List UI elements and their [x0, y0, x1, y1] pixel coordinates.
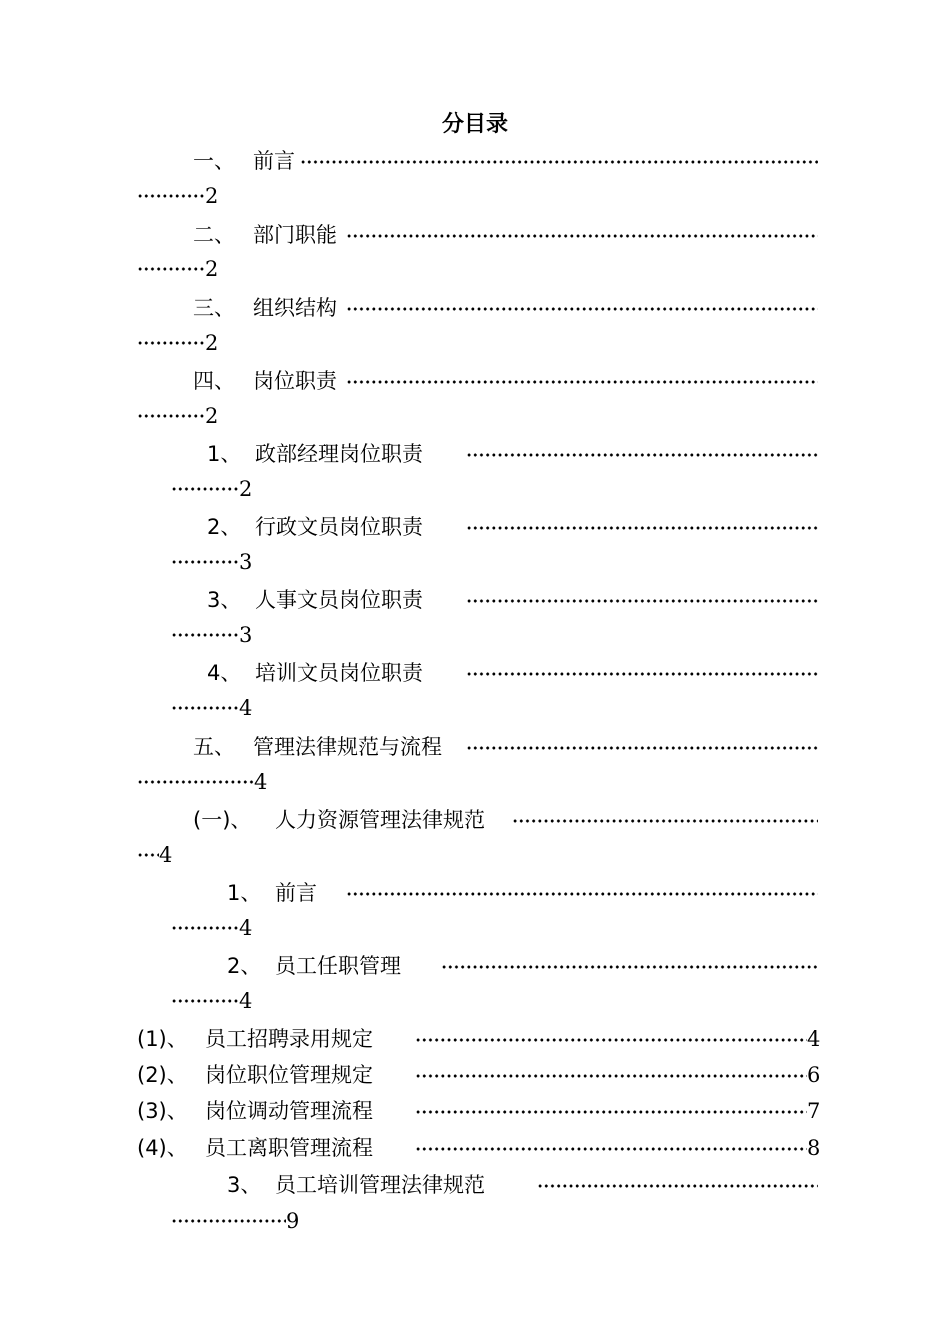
toc-entry-continuation	[0, 840, 950, 870]
toc-entry-number: 4、	[207, 661, 242, 685]
toc-leader-dots	[466, 453, 818, 457]
toc-entry-number: 1、	[207, 442, 242, 466]
toc-leader-dots	[512, 819, 818, 823]
toc-leader-dots	[415, 1110, 807, 1114]
toc-entry-continuation	[0, 181, 950, 211]
toc-entry-number: 五、	[193, 735, 235, 759]
toc-entry[interactable]	[0, 1060, 950, 1090]
toc-page-number: 4	[239, 989, 253, 1013]
toc-entry-number: 2、	[207, 515, 242, 539]
toc-page-number: 2	[205, 257, 219, 281]
toc-entry-label: 人力资源管理法律规范	[275, 808, 485, 832]
toc-entry[interactable]	[0, 805, 950, 835]
toc-entry-continuation	[0, 401, 950, 431]
toc-page-number: 4	[807, 1027, 821, 1051]
toc-entry[interactable]	[0, 439, 950, 469]
toc-entry-label: 前言	[275, 881, 317, 905]
toc-entry[interactable]	[0, 146, 950, 176]
toc-page-number: 2	[205, 331, 219, 355]
toc-leader-dots	[415, 1074, 807, 1078]
toc-page-number: 3	[239, 623, 253, 647]
toc-page-number: 9	[286, 1209, 300, 1233]
toc-entry-continuation	[0, 254, 950, 284]
toc-entry[interactable]	[0, 1133, 950, 1163]
toc-entry-number: (1)、	[137, 1027, 188, 1051]
toc-page-number: 6	[807, 1063, 821, 1087]
toc-leader-dots	[137, 853, 159, 857]
toc-entry-number: 三、	[193, 296, 235, 320]
toc-page-number: 8	[807, 1136, 821, 1160]
toc-leader-dots	[300, 160, 818, 164]
toc-entry-continuation	[0, 913, 950, 943]
toc-entry-label: 岗位职位管理规定	[205, 1063, 373, 1087]
toc-entry[interactable]	[0, 585, 950, 615]
toc-entry-continuation	[0, 1206, 950, 1236]
toc-page-number: 7	[807, 1099, 821, 1123]
toc-entry-label: 员工任职管理	[275, 954, 401, 978]
toc-leader-dots	[466, 672, 818, 676]
toc-entry-label: 前言	[253, 149, 295, 173]
toc-leader-dots	[415, 1147, 807, 1151]
toc-leader-dots	[137, 267, 205, 271]
toc-entry-label: 管理法律规范与流程	[253, 735, 442, 759]
toc-entry[interactable]	[0, 1024, 950, 1054]
toc-leader-dots	[466, 526, 818, 530]
toc-entry-label: 员工培训管理法律规范	[275, 1173, 485, 1197]
toc-entry[interactable]	[0, 1096, 950, 1126]
toc-page-number: 4	[239, 696, 253, 720]
toc-leader-dots	[415, 1038, 807, 1042]
toc-leader-dots	[171, 1219, 286, 1223]
toc-leader-dots	[137, 780, 254, 784]
toc-leader-dots	[346, 307, 818, 311]
toc-leader-dots	[171, 633, 239, 637]
toc-entry-number: 3、	[207, 588, 242, 612]
toc-leader-dots	[346, 892, 818, 896]
toc-leader-dots	[441, 965, 818, 969]
toc-page-number: 3	[239, 550, 253, 574]
toc-entry-number: (2)、	[137, 1063, 188, 1087]
toc-leader-dots	[137, 341, 205, 345]
toc-leader-dots	[466, 746, 818, 750]
toc-entry-number: 二、	[193, 223, 235, 247]
toc-entry-number: 四、	[193, 369, 235, 393]
toc-entry-number: 3、	[227, 1173, 262, 1197]
toc-entry[interactable]	[0, 220, 950, 250]
toc-entry-continuation	[0, 767, 950, 797]
toc-entry-continuation	[0, 620, 950, 650]
toc-entry-number: 2、	[227, 954, 262, 978]
toc-entry-label: 部门职能	[253, 223, 337, 247]
toc-entry[interactable]	[0, 878, 950, 908]
toc-entry[interactable]	[0, 658, 950, 688]
toc-entry-label: 行政文员岗位职责	[255, 515, 423, 539]
toc-entry[interactable]	[0, 293, 950, 323]
toc-leader-dots	[171, 926, 239, 930]
toc-entry-label: 员工招聘录用规定	[205, 1027, 373, 1051]
toc-entry-continuation	[0, 986, 950, 1016]
toc-page-number: 2	[205, 404, 219, 428]
toc-page-number: 4	[254, 770, 268, 794]
toc-entry-label: 组织结构	[253, 296, 337, 320]
toc-entry-continuation	[0, 328, 950, 358]
page-title: 分目录	[441, 112, 508, 137]
toc-entry-number: (一)、	[193, 808, 252, 832]
toc-page-number: 2	[239, 477, 253, 501]
toc-page-number: 4	[239, 916, 253, 940]
toc-entry-label: 岗位职责	[253, 369, 337, 393]
toc-entry-continuation	[0, 474, 950, 504]
toc-leader-dots	[171, 999, 239, 1003]
toc-entry[interactable]	[0, 1170, 950, 1200]
toc-entry-number: 1、	[227, 881, 262, 905]
toc-leader-dots	[466, 599, 818, 603]
toc-leader-dots	[346, 234, 818, 238]
toc-entry-continuation	[0, 547, 950, 577]
toc-entry-number: (4)、	[137, 1136, 188, 1160]
toc-page-number: 2	[205, 184, 219, 208]
toc-entry-label: 人事文员岗位职责	[255, 588, 423, 612]
toc-entry-label: 政部经理岗位职责	[255, 442, 423, 466]
toc-leader-dots	[537, 1184, 818, 1188]
toc-leader-dots	[171, 487, 239, 491]
toc-entry-number: (3)、	[137, 1099, 188, 1123]
toc-leader-dots	[137, 414, 205, 418]
toc-entry-continuation	[0, 693, 950, 723]
toc-leader-dots	[171, 706, 239, 710]
toc-leader-dots	[171, 560, 239, 564]
toc-entry-label: 岗位调动管理流程	[205, 1099, 373, 1123]
toc-entry-number: 一、	[193, 149, 235, 173]
toc-leader-dots	[137, 194, 205, 198]
toc-entry[interactable]	[0, 512, 950, 542]
toc-entry[interactable]	[0, 366, 950, 396]
toc-entry-label: 员工离职管理流程	[205, 1136, 373, 1160]
toc-entry[interactable]	[0, 732, 950, 762]
toc-page-number: 4	[159, 843, 173, 867]
toc-entry[interactable]	[0, 951, 950, 981]
toc-entry-label: 培训文员岗位职责	[255, 661, 423, 685]
toc-leader-dots	[346, 380, 818, 384]
